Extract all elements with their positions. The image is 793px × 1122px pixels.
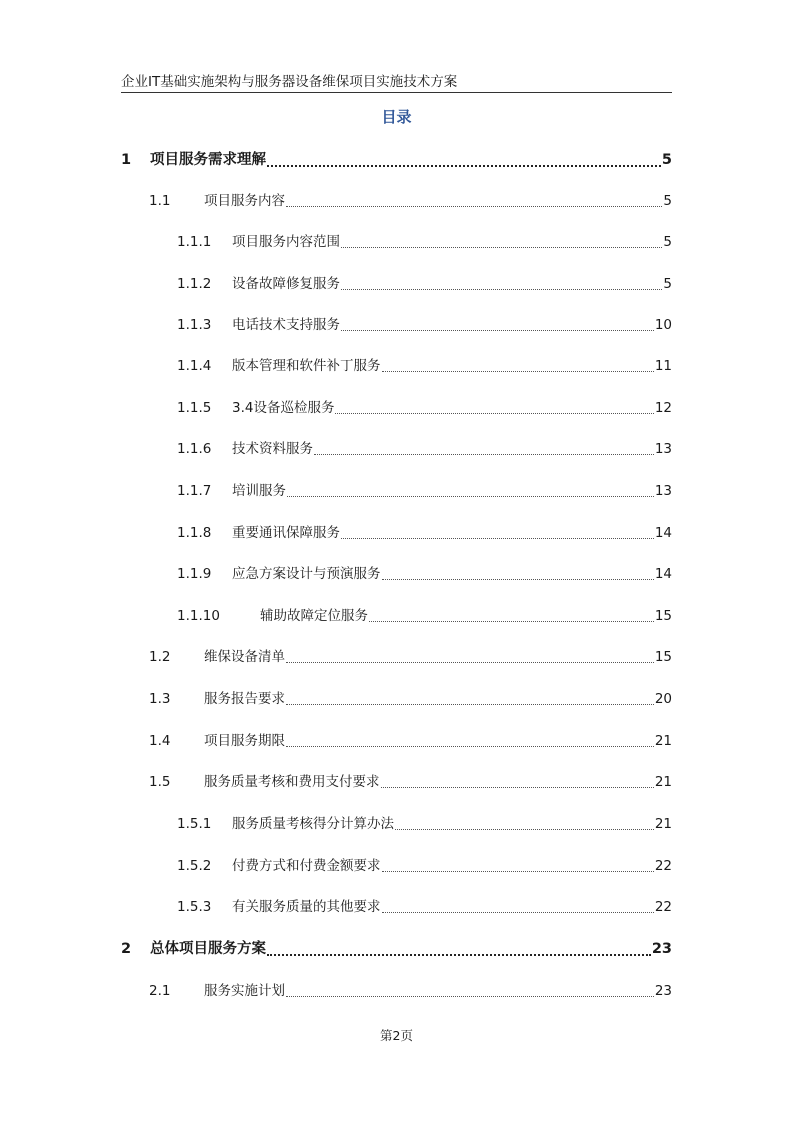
toc-number: 1.1.5	[177, 400, 212, 416]
toc-text: 服务实施计划	[204, 983, 285, 999]
toc-number: 1.4	[149, 733, 171, 749]
toc-leader	[381, 771, 654, 788]
toc-leader	[341, 522, 654, 539]
toc-entry[interactable]	[177, 397, 672, 419]
toc-number: 1.1.7	[177, 483, 212, 499]
toc-leader	[382, 855, 654, 872]
toc-page: 21	[654, 774, 672, 790]
toc-page: 15	[654, 649, 672, 665]
toc-page: 5	[661, 152, 672, 168]
toc-entry[interactable]	[149, 688, 672, 710]
toc-entry[interactable]	[177, 355, 672, 377]
toc-leader	[382, 355, 654, 372]
toc-entry[interactable]	[177, 896, 672, 918]
toc-entry[interactable]	[121, 149, 672, 171]
toc-number: 1.5.2	[177, 858, 212, 874]
toc-page: 23	[654, 983, 672, 999]
toc-leader	[395, 813, 654, 830]
toc-text: 服务质量考核得分计算办法	[232, 816, 394, 832]
toc-leader	[341, 231, 662, 248]
toc-text: 项目服务内容范围	[232, 234, 340, 250]
running-header: 企业IT基础实施架构与服务器设备维保项目实施技术方案	[121, 74, 672, 93]
toc-entry[interactable]	[149, 646, 672, 668]
toc-number: 1.1.8	[177, 525, 212, 541]
toc-number: 1.5.1	[177, 816, 212, 832]
toc-entry[interactable]	[177, 563, 672, 585]
toc-leader	[286, 646, 654, 663]
toc-text: 有关服务质量的其他要求	[232, 899, 381, 915]
toc-title: 目录	[381, 108, 412, 126]
toc-number: 1.5.3	[177, 899, 212, 915]
toc-leader	[341, 314, 654, 331]
toc-number: 1.2	[149, 649, 171, 665]
toc-page: 23	[651, 941, 672, 957]
toc-page: 21	[654, 816, 672, 832]
toc-page: 21	[654, 733, 672, 749]
toc-number: 1.1.6	[177, 441, 212, 457]
toc-page: 5	[663, 276, 672, 292]
toc-entry[interactable]	[149, 190, 672, 212]
toc-number: 1.1.1	[177, 234, 212, 250]
toc-leader	[286, 980, 654, 997]
toc-entry[interactable]	[149, 980, 672, 1002]
toc-text: 培训服务	[232, 483, 286, 499]
toc-entry[interactable]	[177, 480, 672, 502]
toc-text: 辅助故障定位服务	[260, 608, 368, 624]
toc-text: 服务质量考核和费用支付要求	[204, 774, 380, 790]
toc-page: 13	[654, 483, 672, 499]
toc-number: 1.1	[149, 193, 171, 209]
toc-number: 1.1.9	[177, 566, 212, 582]
page-number: 第2页	[380, 1028, 413, 1043]
toc-number: 1.1.10	[177, 608, 220, 624]
toc-text: 项目服务期限	[204, 733, 285, 749]
toc-page: 14	[654, 566, 672, 582]
toc-leader	[286, 730, 654, 747]
toc-text: 项目服务内容	[204, 193, 285, 209]
toc-text: 重要通讯保障服务	[232, 525, 340, 541]
toc-text: 设备故障修复服务	[232, 276, 340, 292]
toc-text: 维保设备清单	[204, 649, 285, 665]
toc-entry[interactable]	[177, 522, 672, 544]
toc-text: 服务报告要求	[204, 691, 285, 707]
toc-entry[interactable]	[177, 813, 672, 835]
toc-text: 总体项目服务方案	[150, 941, 266, 957]
toc-text: 版本管理和软件补丁服务	[232, 358, 381, 374]
toc-entry[interactable]	[121, 938, 672, 960]
toc-text: 3.4设备巡检服务	[232, 400, 335, 416]
toc-text: 技术资料服务	[232, 441, 313, 457]
toc-text: 电话技术支持服务	[232, 317, 340, 333]
toc-number: 1.1.4	[177, 358, 212, 374]
toc-leader	[341, 273, 662, 290]
toc-entry[interactable]	[177, 605, 672, 627]
toc-number: 1.3	[149, 691, 171, 707]
toc-leader	[369, 605, 654, 622]
toc-page: 5	[663, 234, 672, 250]
toc-page: 14	[654, 525, 672, 541]
toc-leader	[382, 896, 654, 913]
toc-page: 12	[654, 400, 672, 416]
toc-leader	[382, 563, 654, 580]
toc-page: 5	[663, 193, 672, 209]
toc-entry[interactable]	[177, 231, 672, 253]
toc-text: 项目服务需求理解	[150, 152, 266, 168]
toc-leader	[314, 438, 654, 455]
toc-text: 付费方式和付费金额要求	[232, 858, 381, 874]
toc-number: 1.1.2	[177, 276, 212, 292]
toc-leader	[335, 397, 653, 414]
toc-page: 22	[654, 858, 672, 874]
toc-number: 1	[121, 152, 132, 168]
toc-leader	[267, 938, 651, 956]
toc-entry[interactable]	[177, 273, 672, 295]
toc-page: 22	[654, 899, 672, 915]
toc-page: 13	[654, 441, 672, 457]
toc-number: 1.5	[149, 774, 171, 790]
toc-text: 应急方案设计与预演服务	[232, 566, 381, 582]
toc-number: 2	[121, 941, 132, 957]
toc-page: 11	[654, 358, 672, 374]
toc-number: 2.1	[149, 983, 171, 999]
toc-page: 15	[654, 608, 672, 624]
toc-leader	[287, 480, 654, 497]
toc-page: 10	[654, 317, 672, 333]
toc-entry[interactable]	[177, 855, 672, 877]
toc-number: 1.1.3	[177, 317, 212, 333]
toc-entry[interactable]	[149, 730, 672, 752]
toc-entry[interactable]	[177, 314, 672, 336]
toc-leader	[267, 149, 661, 167]
toc-leader	[286, 190, 662, 207]
toc-entry[interactable]	[149, 771, 672, 793]
toc-page: 20	[654, 691, 672, 707]
toc-entry[interactable]	[177, 438, 672, 460]
toc-leader	[286, 688, 654, 705]
